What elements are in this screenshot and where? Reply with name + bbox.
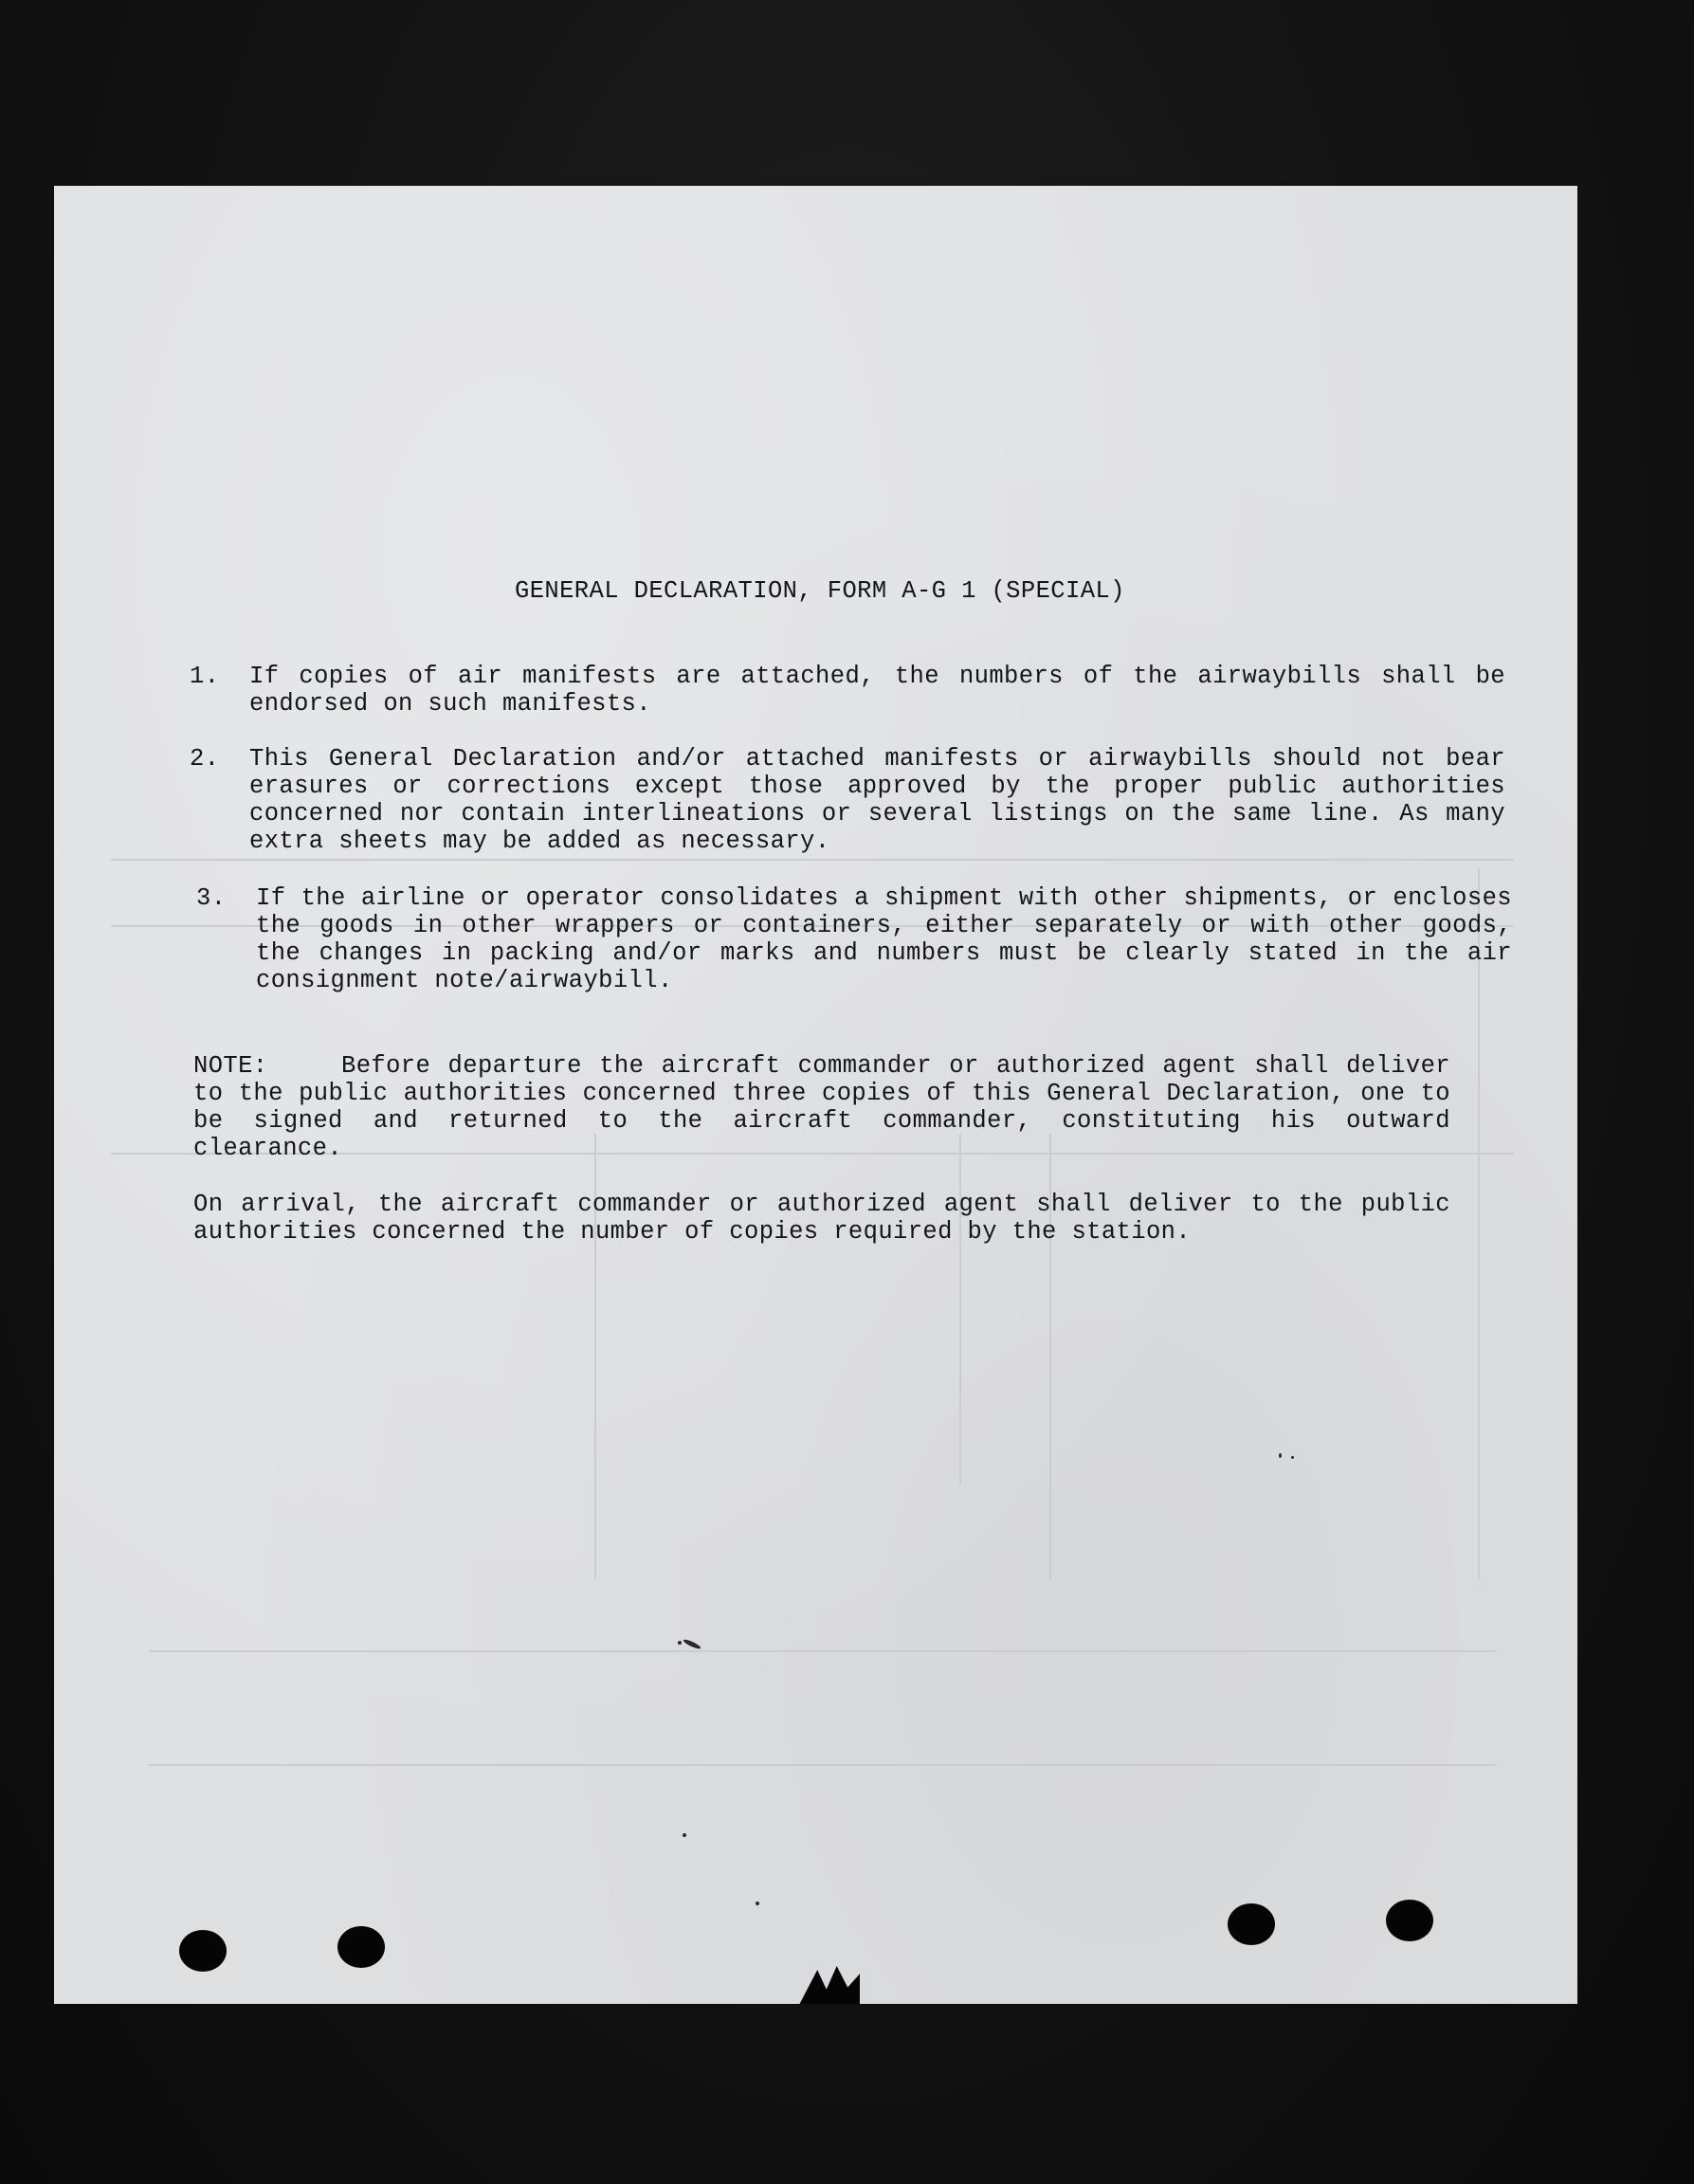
punch-hole [337,1926,385,1968]
note-text: Before departure the aircraft commander or authorized agent shall deliver to the public authorities concerned three copies of this General Declaration, one to be signed and returned to the aircraft commander, constituting his outward clearance. [193,1052,1450,1162]
punch-hole [1228,1903,1275,1945]
item-number: 3. [196,884,227,912]
scan-speck [756,1902,759,1905]
scan-speck [678,1641,682,1645]
torn-edge-mark [799,1966,860,2004]
scan-speck [683,1638,701,1650]
form-title: GENERAL DECLARATION, FORM A-G 1 (SPECIAL) [515,577,1125,605]
item-number: 2. [190,745,220,773]
item-text: This General Declaration and/or attached manifests or airwaybills should not bear erasures or corrections except those approved by the proper public authorities concerned nor contain interlineations or several listings on the same line. As many extra sheets may be added as necessary. [249,745,1505,855]
item-text: If copies of air manifests are attached, the numbers of the airwaybills shall be endorsed on such manifests. [249,663,1505,718]
scan-speck [1291,1456,1294,1459]
instruction-item-3 [196,884,1523,998]
bleed-through-line [959,1134,961,1484]
arrival-paragraph: On arrival, the aircraft commander or authorized agent shall deliver to the public authorities concerned the number of copies required by the station. [193,1191,1450,1246]
instruction-item-2 [190,745,1517,859]
bleed-through-line [149,1764,1495,1766]
scan-speck [1279,1453,1282,1458]
note-paragraph [193,1052,1450,1162]
instruction-item-1 [190,663,1517,719]
note-label: NOTE: [193,1052,268,1080]
item-text: If the airline or operator consolidates a shipment with other shipments, or encloses the goods in other wrappers or containers, either separately or with other goods, the changes in packing and/or marks and numbers must be clearly stated in the air consignment note/airwaybill. [256,884,1512,994]
scan-speck [683,1833,686,1837]
bleed-through-line [111,859,1514,861]
punch-hole [1386,1900,1433,1941]
item-number: 1. [190,663,220,690]
document-sheet [54,186,1577,2004]
bleed-through-line [149,1650,1495,1652]
punch-hole [179,1930,227,1972]
